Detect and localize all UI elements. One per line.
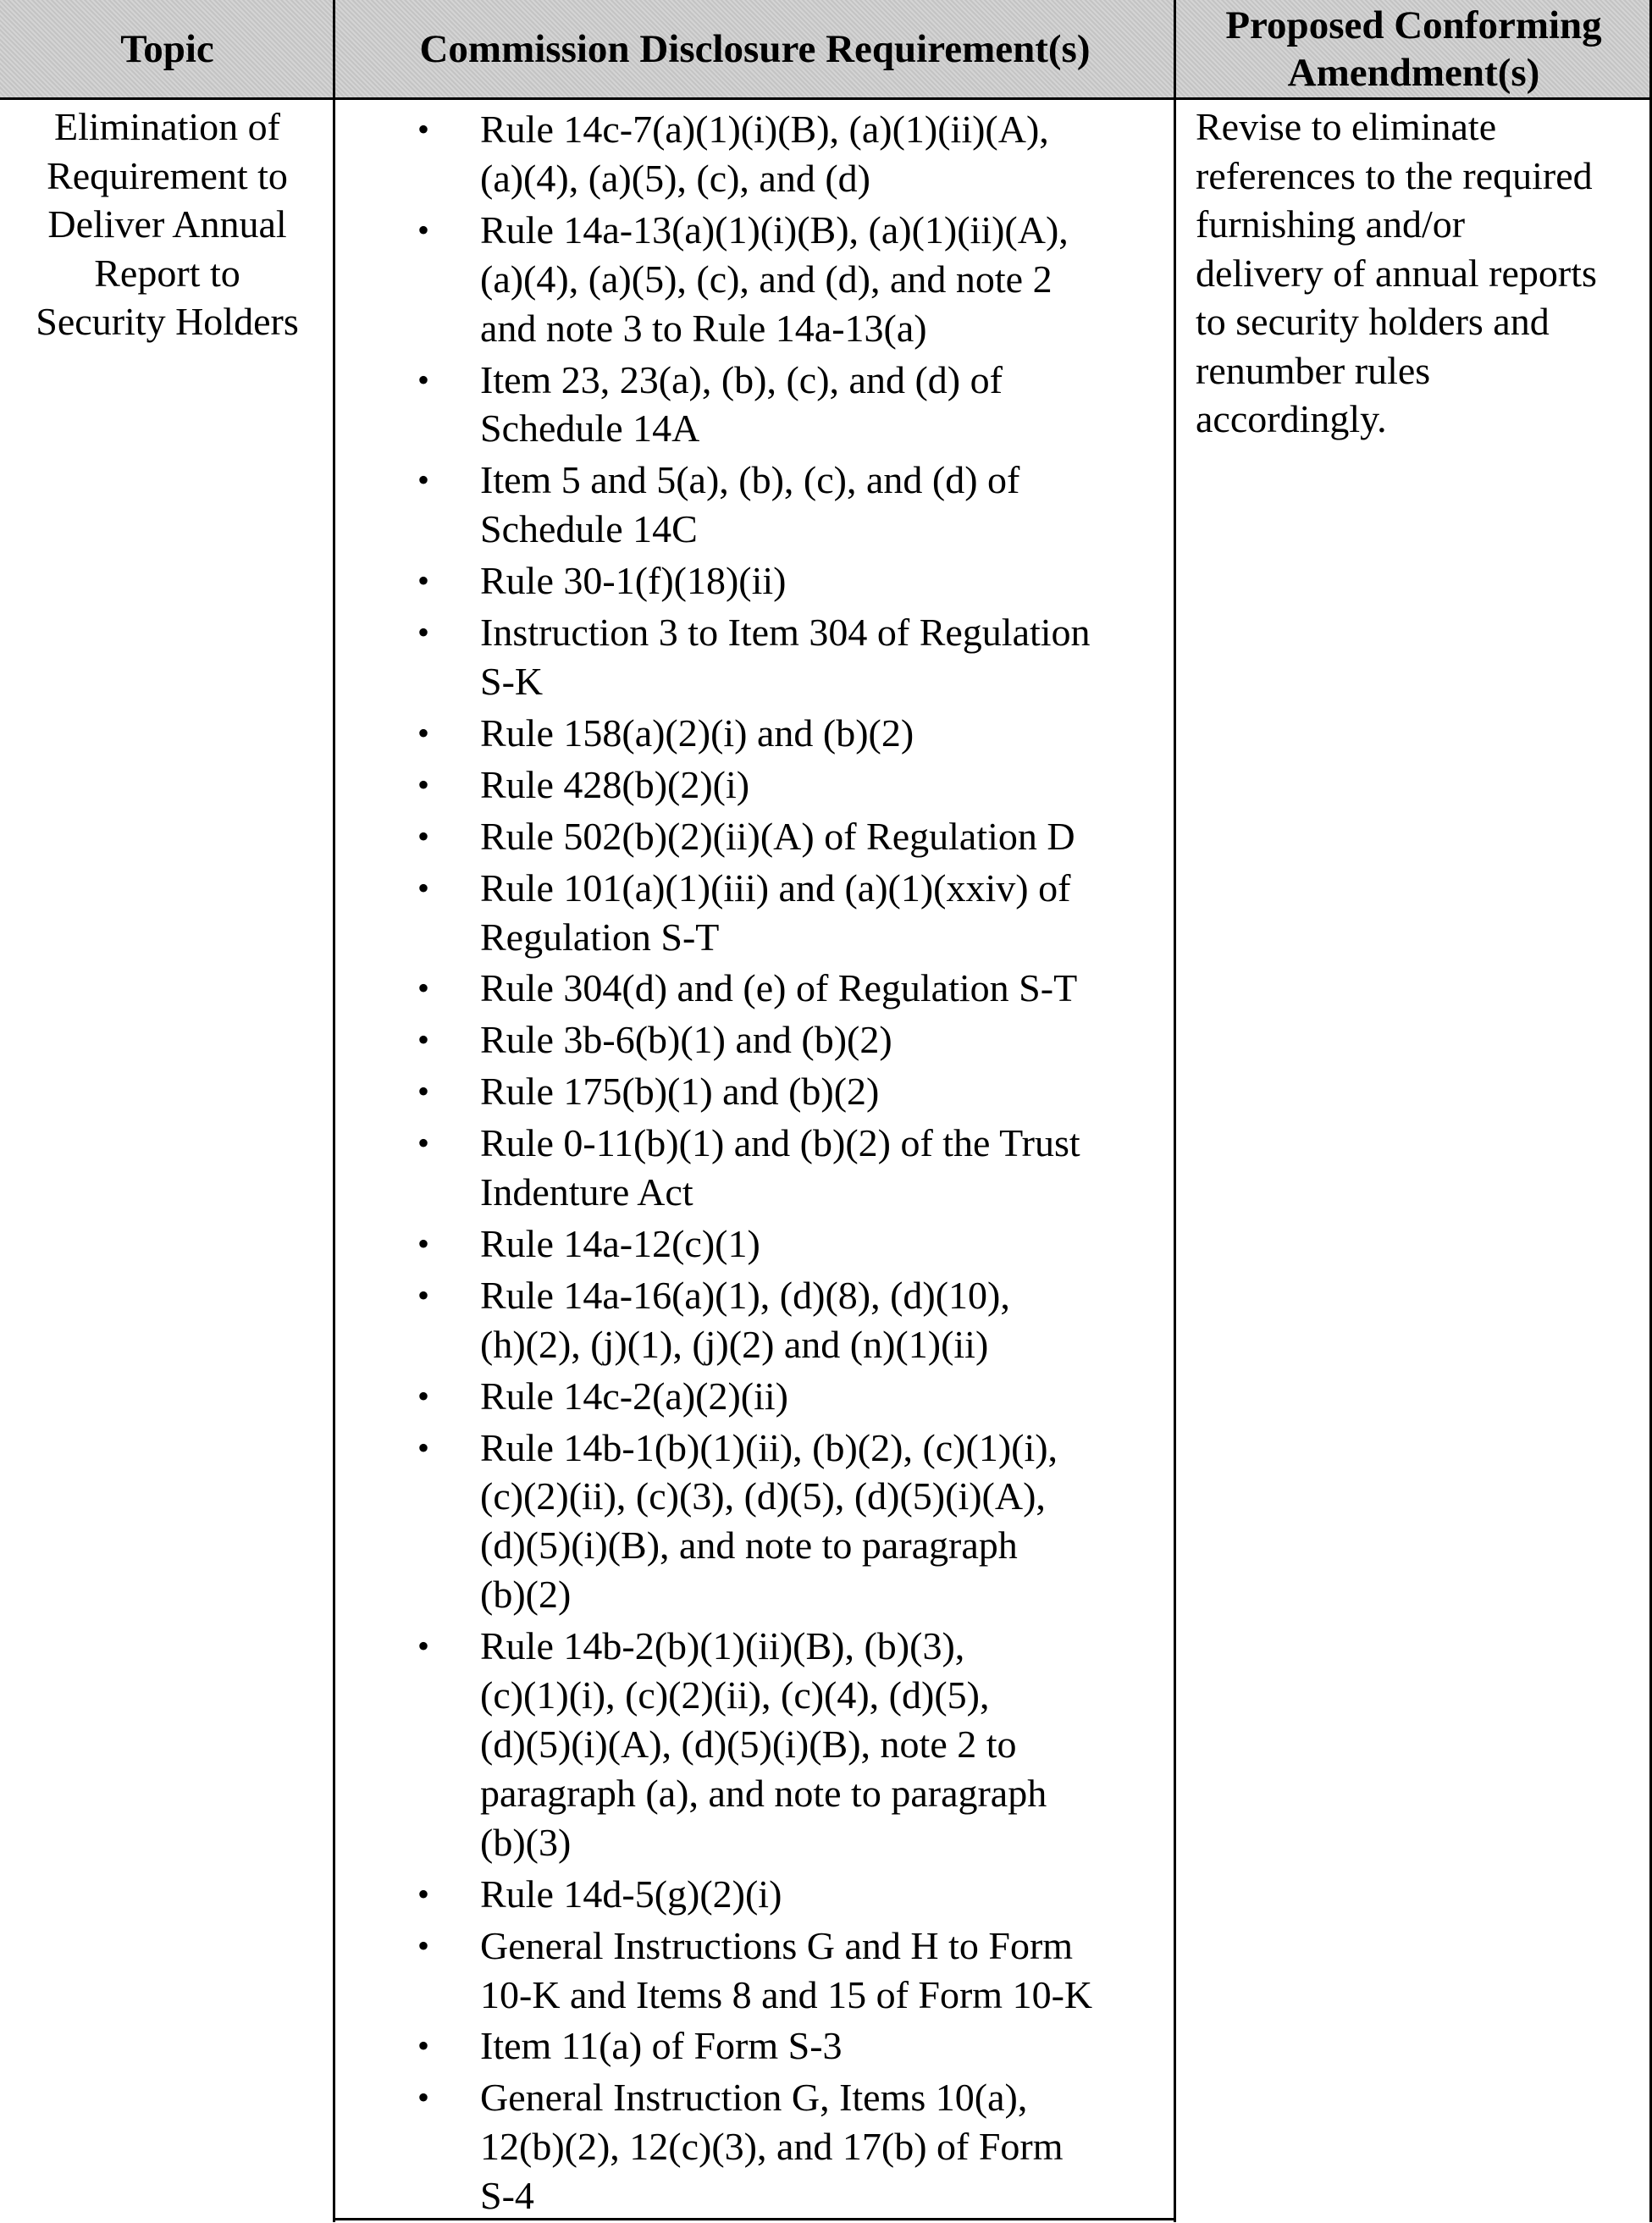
bullet-icon: • [417, 613, 430, 652]
bullet-icon: • [417, 1926, 430, 1965]
requirement-item [334, 760, 1175, 810]
requirement-text-line: (b)(3) [480, 1820, 572, 1864]
bullet-icon: • [417, 2027, 430, 2065]
header-topic-label: Topic [120, 27, 214, 71]
requirement-text-line: Rule 30-1(f)(18)(ii) [480, 559, 787, 603]
requirement-text-line: Rule 14d-5(g)(2)(i) [480, 1872, 782, 1916]
requirement-text-line: Schedule 14C [480, 507, 698, 551]
requirement-item [334, 356, 1175, 454]
proposed-line: to security holders and [1196, 300, 1550, 343]
requirement-text-line: Rule 14c-2(a)(2)(ii) [480, 1374, 789, 1418]
header-requirements [334, 0, 1175, 98]
proposed-line: delivery of annual reports [1196, 251, 1597, 295]
requirement-text-line: Regulation S-T [480, 915, 720, 959]
header-proposed-line-1: Proposed Conforming [1225, 3, 1602, 47]
bullet-icon: • [417, 969, 430, 1008]
bullet-icon: • [417, 2078, 430, 2117]
topic-line: Deliver Annual [47, 202, 287, 246]
header-topic [0, 0, 334, 98]
proposed-line: renumber rules [1196, 348, 1431, 392]
requirement-item [334, 556, 1175, 606]
bullet-icon: • [417, 110, 430, 148]
requirement-text-line: (d)(5)(i)(A), (d)(5)(i)(B), note 2 to [480, 1723, 1017, 1766]
bullet-icon: • [417, 765, 430, 804]
topic-cell [0, 100, 334, 346]
bullet-icon: • [417, 1428, 430, 1467]
requirement-text-line: Rule 3b-6(b)(1) and (b)(2) [480, 1018, 892, 1062]
bullet-icon: • [417, 1124, 430, 1163]
requirement-text-line: (c)(1)(i), (c)(2)(ii), (c)(4), (d)(5), [480, 1673, 990, 1717]
requirement-item [334, 1870, 1175, 1919]
requirement-text-line: Rule 101(a)(1)(iii) and (a)(1)(xxiv) of [480, 865, 1071, 910]
requirement-item [334, 1015, 1175, 1064]
proposed-line: references to the required [1196, 153, 1593, 197]
bullet-icon: • [417, 1072, 430, 1111]
requirement-text-line: (h)(2), (j)(1), (j)(2) and (n)(1)(ii) [480, 1322, 989, 1366]
requirement-item [334, 1271, 1175, 1369]
requirement-item [334, 456, 1175, 554]
requirement-item [334, 812, 1175, 861]
header-proposed-line-2: Amendment(s) [1287, 51, 1540, 95]
requirement-text-line: Item 11(a) of Form S-3 [480, 2024, 843, 2068]
requirement-text-line: Rule 502(b)(2)(ii)(A) of Regulation D [480, 814, 1075, 858]
requirement-item [334, 1219, 1175, 1269]
header-proposed-amendments [1175, 0, 1652, 98]
bullet-icon: • [417, 816, 430, 855]
requirement-text-line: (a)(4), (a)(5), (c), and (d) [480, 156, 870, 200]
proposed-amendment-cell [1175, 100, 1652, 444]
bullet-icon: • [417, 868, 430, 907]
requirement-text-line: Rule 158(a)(2)(i) and (b)(2) [480, 711, 914, 755]
requirement-item [334, 1622, 1175, 1867]
bullet-icon: • [417, 1224, 430, 1263]
header-requirements-label: Commission Disclosure Requirement(s) [419, 27, 1091, 71]
topic-line: Elimination of [53, 105, 280, 148]
bullet-icon: • [417, 561, 430, 600]
proposed-line: furnishing and/or [1196, 202, 1466, 246]
requirement-text-line: Rule 14a-12(c)(1) [480, 1221, 760, 1265]
requirement-text-line: Instruction 3 to Item 304 of Regulation [480, 611, 1091, 655]
bullet-icon: • [417, 1275, 430, 1314]
requirement-text-line: S-K [480, 659, 544, 703]
bullet-icon: • [417, 1020, 430, 1059]
requirement-text-line: Schedule 14A [480, 406, 700, 451]
requirement-text-line: Rule 14a-16(a)(1), (d)(8), (d)(10), [480, 1273, 1010, 1317]
requirement-text-line: 10-K and Items 8 and 15 of Form 10-K [480, 1972, 1093, 2016]
requirement-text-line: Rule 14a-13(a)(1)(i)(B), (a)(1)(ii)(A), [480, 207, 1069, 252]
requirement-text-line: Rule 175(b)(1) and (b)(2) [480, 1070, 880, 1114]
requirement-text-line: S-4 [480, 2174, 534, 2218]
bullet-icon: • [417, 1874, 430, 1913]
bullet-icon: • [417, 713, 430, 752]
requirements-cell [334, 100, 1175, 2223]
requirement-text-line: Rule 304(d) and (e) of Regulation S-T [480, 966, 1078, 1010]
requirement-text-line: paragraph (a), and note to paragraph [480, 1771, 1047, 1815]
requirement-text-line: Item 5 and 5(a), (b), (c), and (d) of [480, 458, 1020, 502]
requirement-text-line: Item 23, 23(a), (b), (c), and (d) of [480, 357, 1003, 401]
proposed-line: accordingly. [1196, 397, 1387, 440]
requirement-item [334, 1424, 1175, 1620]
requirement-item [334, 709, 1175, 758]
topic-line: Report to [94, 251, 240, 295]
bullet-icon: • [417, 360, 430, 399]
requirement-item [334, 1119, 1175, 1217]
requirement-text-line: Rule 14b-2(b)(1)(ii)(B), (b)(3), [480, 1624, 965, 1668]
requirement-text-line: (c)(2)(ii), (c)(3), (d)(5), (d)(5)(i)(A), [480, 1474, 1046, 1518]
requirement-item [334, 1922, 1175, 2020]
requirement-text-line: 12(b)(2), 12(c)(3), and 17(b) of Form [480, 2125, 1064, 2169]
requirement-text-line: Indenture Act [480, 1170, 693, 1214]
topic-line: Requirement to [47, 153, 288, 197]
requirement-text-line: (a)(4), (a)(5), (c), and (d), and note 2 [480, 257, 1053, 301]
requirement-item [334, 1372, 1175, 1421]
requirement-item [334, 105, 1175, 203]
requirement-item [334, 2021, 1175, 2071]
bullet-icon: • [417, 1627, 430, 1666]
bullet-icon: • [417, 461, 430, 500]
requirement-item [334, 1067, 1175, 1116]
requirement-text-line: and note 3 to Rule 14a-13(a) [480, 306, 927, 350]
topic-line: Security Holders [36, 300, 299, 343]
requirement-item [334, 206, 1175, 353]
requirement-text-line: Rule 428(b)(2)(i) [480, 762, 750, 806]
requirement-item [334, 964, 1175, 1013]
bullet-icon: • [417, 1376, 430, 1415]
requirement-item [334, 2073, 1175, 2220]
requirement-text-line: Rule 14b-1(b)(1)(ii), (b)(2), (c)(1)(i), [480, 1425, 1058, 1469]
requirement-text-line: Rule 14c-7(a)(1)(i)(B), (a)(1)(ii)(A), [480, 108, 1049, 151]
requirement-text-line: (b)(2) [480, 1573, 572, 1617]
requirement-text-line: (d)(5)(i)(B), and note to paragraph [480, 1523, 1018, 1568]
proposed-line: Revise to eliminate [1196, 105, 1497, 148]
requirement-item [334, 864, 1175, 962]
requirements-list [334, 105, 1175, 2220]
requirement-text-line: Rule 0-11(b)(1) and (b)(2) of the Trust [480, 1121, 1080, 1165]
requirement-text-line: General Instruction G, Items 10(a), [480, 2076, 1028, 2120]
requirement-item [334, 608, 1175, 706]
bullet-icon: • [417, 210, 430, 249]
requirement-text-line: General Instructions G and H to Form [480, 1923, 1074, 1967]
